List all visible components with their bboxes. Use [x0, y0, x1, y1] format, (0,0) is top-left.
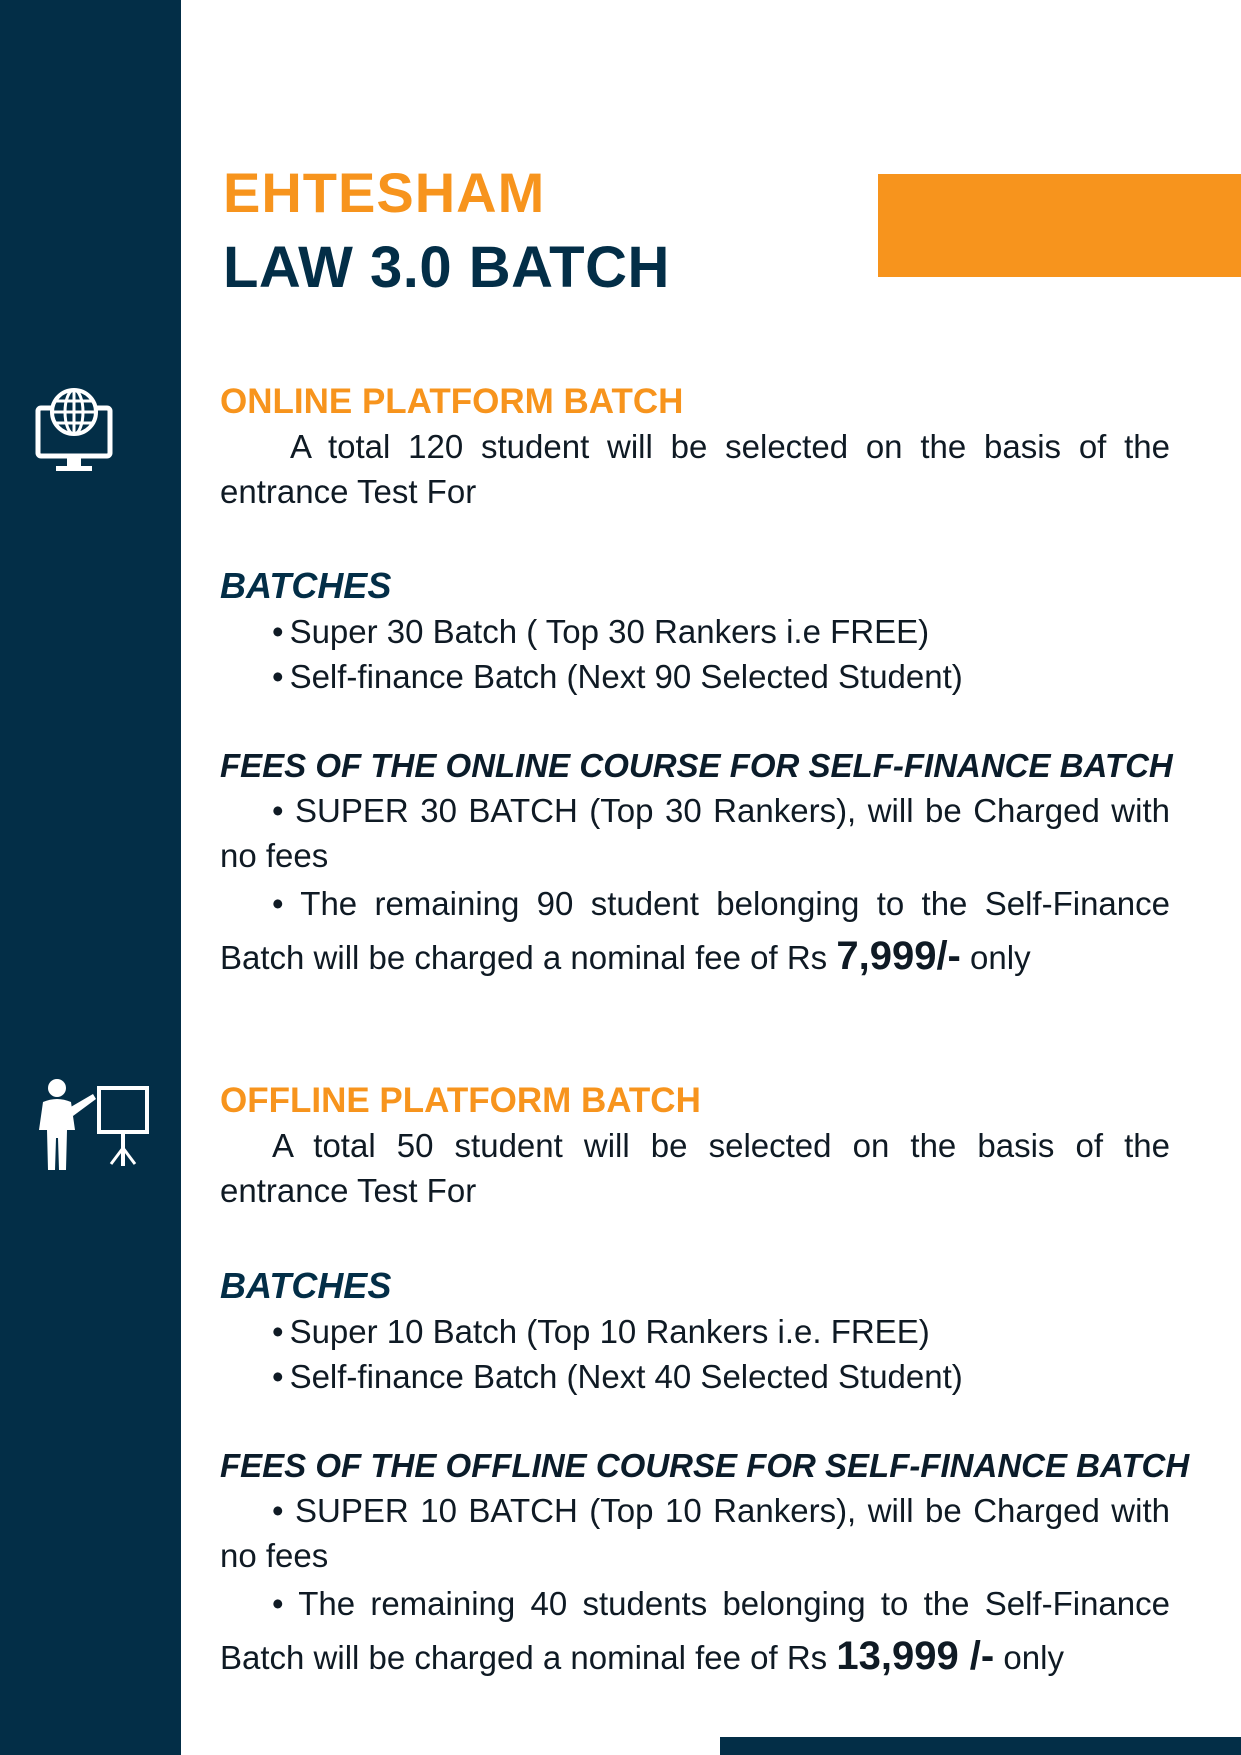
offline-intro: A total 50 student will be selected on the basis of the entrance Test For [220, 1127, 1170, 1209]
offline-fee-item-1: • SUPER 10 BATCH (Top 10 Rankers), will be Charged with no fees [220, 1492, 1170, 1574]
list-item: • Super 30 Batch ( Top 30 Rankers i.e FREE) [272, 609, 1170, 654]
online-fee-item-2: • The remaining 90 student belonging to the Self-Finance Batch will be charged a nominal fee of Rs 7,999/- only [220, 885, 1170, 978]
offline-fees [220, 1444, 1190, 1684]
list-item: • Self-finance Batch (Next 40 Selected Student) [272, 1354, 1170, 1399]
offline-fee-amount: 13,999 /- [836, 1634, 995, 1678]
online-batches [220, 563, 1170, 699]
offline-heading: OFFLINE PLATFORM BATCH [220, 1081, 701, 1120]
online-section [220, 380, 1170, 514]
online-fee-2-text: The remaining 90 student belonging to the Self-Finance Batch will be charged a nominal fee of Rs [220, 885, 1170, 976]
online-fees [220, 744, 1173, 984]
online-fee-suffix: only [970, 939, 1031, 976]
online-heading: ONLINE PLATFORM BATCH [220, 382, 684, 421]
online-fee-item-1: • SUPER 30 BATCH (Top 30 Rankers), will be Charged with no fees [220, 792, 1170, 874]
list-item: • Self-finance Batch (Next 90 Selected Student) [272, 654, 1170, 699]
offline-fee-1-text: SUPER 10 BATCH (Top 10 Rankers), will be Charged with no fees [220, 1492, 1170, 1574]
offline-batches [220, 1263, 1170, 1399]
online-fee-amount: 7,999/- [836, 934, 961, 978]
offline-batches-list [220, 1309, 1170, 1399]
offline-fee-suffix: only [1003, 1639, 1064, 1676]
title-line-2: LAW 3.0 BATCH [223, 235, 670, 300]
left-sidebar-band [0, 0, 181, 1755]
offline-section [220, 1079, 1170, 1213]
offline-batches-heading: BATCHES [220, 1265, 392, 1306]
teacher-presentation-icon [35, 1078, 155, 1174]
online-fees-heading: FEES OF THE ONLINE COURSE FOR SELF-FINANCE BATCH [220, 747, 1173, 784]
list-item: • Super 10 Batch (Top 10 Rankers i.e. FREE) [272, 1309, 1170, 1354]
online-fee-1-text: SUPER 30 BATCH (Top 30 Rankers), will be Charged with no fees [220, 792, 1170, 874]
offline-fees-heading: FEES OF THE OFFLINE COURSE FOR SELF-FINANCE BATCH [220, 1447, 1190, 1484]
online-batches-heading: BATCHES [220, 565, 392, 606]
offline-fee-item-2: • The remaining 40 students belonging to the Self-Finance Batch will be charged a nominal fee of Rs 13,999 /- only [220, 1585, 1170, 1678]
online-intro: A total 120 student will be selected on the basis of the entrance Test For [220, 428, 1170, 510]
offline-fee-2-text: The remaining 40 students belonging to the Self-Finance Batch will be charged a nominal fee of Rs [220, 1585, 1170, 1676]
online-batches-list [220, 609, 1170, 699]
globe-monitor-icon [34, 386, 114, 476]
title-line-1: EHTESHAM [223, 161, 546, 224]
orange-accent-bar [878, 174, 1241, 277]
bottom-accent-bar [720, 1737, 1241, 1755]
